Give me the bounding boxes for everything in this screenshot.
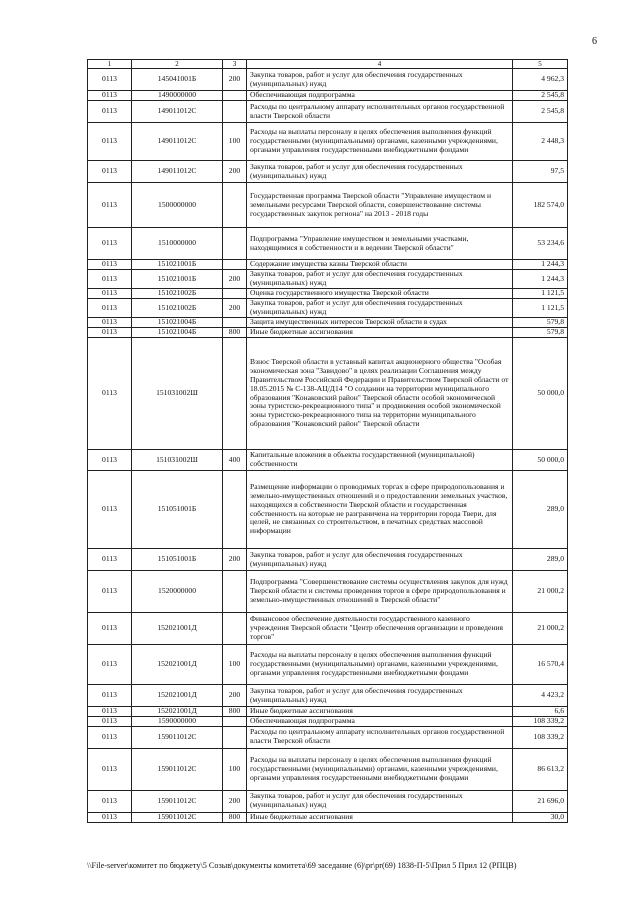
amount-cell: 1 121,5	[513, 289, 568, 299]
amount-cell: 2 545,8	[513, 101, 568, 123]
table-row	[88, 270, 568, 289]
target-article-cell: 151051001Б	[132, 471, 223, 549]
expense-type-cell: 100	[223, 645, 247, 685]
target-article-cell: 159011012С	[132, 726, 223, 748]
section-code-cell: 0113	[88, 328, 132, 338]
expense-type-cell	[223, 289, 247, 299]
description-cell: Оценка государственного имущества Тверской области	[247, 289, 513, 299]
table-row	[88, 123, 568, 161]
section-code-cell: 0113	[88, 228, 132, 260]
target-article-cell: 1500000000	[132, 183, 223, 228]
description-cell: Закупка товаров, работ и услуг для обеспечения государственных (муниципальных) нужд	[247, 270, 513, 289]
section-code-cell: 0113	[88, 123, 132, 161]
target-article-cell: 151021002Б	[132, 289, 223, 299]
section-code-cell: 0113	[88, 716, 132, 726]
section-code-cell: 0113	[88, 726, 132, 748]
expense-type-cell: 200	[223, 161, 247, 183]
table-header-row	[88, 60, 568, 69]
table-row	[88, 812, 568, 822]
section-code-cell: 0113	[88, 318, 132, 328]
target-article-cell: 151051001Б	[132, 549, 223, 571]
table-row	[88, 69, 568, 91]
target-article-cell: 145041001Б	[132, 69, 223, 91]
description-cell: Иные бюджетные ассигнования	[247, 707, 513, 717]
target-article-cell: 151031002Ш	[132, 338, 223, 450]
amount-cell: 53 234,6	[513, 228, 568, 260]
expense-type-cell: 200	[223, 685, 247, 707]
expense-type-cell	[223, 183, 247, 228]
section-code-cell: 0113	[88, 69, 132, 91]
target-article-cell: 152021001Д	[132, 613, 223, 645]
section-code-cell: 0113	[88, 289, 132, 299]
amount-cell: 6,6	[513, 707, 568, 717]
table-row	[88, 726, 568, 748]
header-cell: 4	[247, 60, 513, 69]
table-row	[88, 228, 568, 260]
section-code-cell: 0113	[88, 260, 132, 270]
section-code-cell: 0113	[88, 748, 132, 790]
description-cell: Закупка товаров, работ и услуг для обеспечения государственных (муниципальных) нужд	[247, 790, 513, 812]
expense-type-cell: 800	[223, 707, 247, 717]
expense-type-cell	[223, 716, 247, 726]
table-body	[88, 69, 568, 823]
budget-table	[87, 59, 568, 823]
target-article-cell: 152021001Д	[132, 685, 223, 707]
expense-type-cell	[223, 101, 247, 123]
section-code-cell: 0113	[88, 299, 132, 318]
amount-cell: 30,0	[513, 812, 568, 822]
description-cell: Капитальные вложения в объекты государственной (муниципальной) собственности	[247, 450, 513, 471]
expense-type-cell	[223, 571, 247, 613]
header-cell: 2	[132, 60, 223, 69]
table-row	[88, 471, 568, 549]
table-row	[88, 328, 568, 338]
target-article-cell: 151031002Ш	[132, 450, 223, 471]
section-code-cell: 0113	[88, 685, 132, 707]
target-article-cell: 159011012С	[132, 748, 223, 790]
description-cell: Расходы по центральному аппарату исполнительных органов государственной власти Тверской области	[247, 726, 513, 748]
amount-cell: 182 574,0	[513, 183, 568, 228]
description-cell: Закупка товаров, работ и услуг для обеспечения государственных (муниципальных) нужд	[247, 299, 513, 318]
section-code-cell: 0113	[88, 161, 132, 183]
amount-cell: 21 696,0	[513, 790, 568, 812]
amount-cell: 289,0	[513, 471, 568, 549]
target-article-cell: 1510000000	[132, 228, 223, 260]
section-code-cell: 0113	[88, 450, 132, 471]
section-code-cell: 0113	[88, 338, 132, 450]
table-row	[88, 748, 568, 790]
target-article-cell: 159011012С	[132, 790, 223, 812]
expense-type-cell: 800	[223, 328, 247, 338]
amount-cell: 1 244,3	[513, 270, 568, 289]
file-path-footer: \\File-server\комитет по бюджету\5 Созыв\документы комитета\69 заседание (6)\pr\pr(69) 1838-П-5\Прил 5 Прил 12 (РПЦВ)	[87, 861, 517, 870]
expense-type-cell	[223, 91, 247, 101]
target-article-cell: 151021004Б	[132, 328, 223, 338]
expense-type-cell	[223, 260, 247, 270]
amount-cell: 579,8	[513, 328, 568, 338]
section-code-cell: 0113	[88, 101, 132, 123]
expense-type-cell	[223, 471, 247, 549]
section-code-cell: 0113	[88, 91, 132, 101]
target-article-cell: 152021001Д	[132, 645, 223, 685]
amount-cell: 2 545,8	[513, 91, 568, 101]
description-cell: Обеспечивающая подпрограмма	[247, 91, 513, 101]
section-code-cell: 0113	[88, 707, 132, 717]
table-row	[88, 549, 568, 571]
amount-cell: 579,8	[513, 318, 568, 328]
expense-type-cell: 200	[223, 270, 247, 289]
expense-type-cell: 800	[223, 812, 247, 822]
table-row	[88, 716, 568, 726]
table-row	[88, 707, 568, 717]
amount-cell: 4 962,3	[513, 69, 568, 91]
section-code-cell: 0113	[88, 613, 132, 645]
section-code-cell: 0113	[88, 471, 132, 549]
description-cell: Защита имущественных интересов Тверской области в судах	[247, 318, 513, 328]
description-cell: Государственная программа Тверской области "Управление имуществом и земельными ресурсами Тверской области, совершенствование системы государственных закупок региона" на 2013 - 2018 годы	[247, 183, 513, 228]
table-row	[88, 161, 568, 183]
expense-type-cell: 100	[223, 123, 247, 161]
description-cell: Расходы на выплаты персоналу в целях обеспечения выполнения функций государственными (муниципальными) органами, казенными учреждениями, органами управления государственными внебюджетными фондами	[247, 748, 513, 790]
expense-type-cell	[223, 338, 247, 450]
section-code-cell: 0113	[88, 183, 132, 228]
table-row	[88, 289, 568, 299]
amount-cell: 16 570,4	[513, 645, 568, 685]
page-number: 6	[592, 36, 597, 47]
expense-type-cell: 400	[223, 450, 247, 471]
table-row	[88, 450, 568, 471]
expense-type-cell	[223, 726, 247, 748]
expense-type-cell	[223, 318, 247, 328]
target-article-cell: 1490000000	[132, 91, 223, 101]
target-article-cell: 151021004Б	[132, 318, 223, 328]
description-cell: Расходы на выплаты персоналу в целях обеспечения выполнения функций государственными (муниципальными) органами, казенными учреждениями, органами управления государственными внебюджетными фондами	[247, 645, 513, 685]
amount-cell: 2 448,3	[513, 123, 568, 161]
target-article-cell: 149011012С	[132, 161, 223, 183]
section-code-cell: 0113	[88, 645, 132, 685]
amount-cell: 1 244,3	[513, 260, 568, 270]
table-row	[88, 571, 568, 613]
target-article-cell: 1520000000	[132, 571, 223, 613]
table-row	[88, 790, 568, 812]
description-cell: Расходы по центральному аппарату исполнительных органов государственной власти Тверской области	[247, 101, 513, 123]
header-cell: 1	[88, 60, 132, 69]
section-code-cell: 0113	[88, 790, 132, 812]
header-cell: 3	[223, 60, 247, 69]
table-row	[88, 645, 568, 685]
target-article-cell: 149011012С	[132, 123, 223, 161]
description-cell: Взнос Тверской области в уставный капитал акционерного общества "Особая экономическая зона "Завидово" в целях реализации Соглашения между Правительством Российской Федерации и Правительством Тверской области от 18.05.2015 № С-138-АЦ/Д14 "О создании на территории муниципального образования "Конаковский район" Тверской области особой экономической зоны туристско-рекреационного типа" и продвижения особой экономической зоны туристско-рекреационного типа на территории муниципального образования "Конаковский район" Тверской области	[247, 338, 513, 450]
amount-cell: 50 000,0	[513, 450, 568, 471]
header-cell: 5	[513, 60, 568, 69]
description-cell: Закупка товаров, работ и услуг для обеспечения государственных (муниципальных) нужд	[247, 69, 513, 91]
description-cell: Иные бюджетные ассигнования	[247, 328, 513, 338]
expense-type-cell: 200	[223, 69, 247, 91]
table-row	[88, 613, 568, 645]
description-cell: Закупка товаров, работ и услуг для обеспечения государственных (муниципальных) нужд	[247, 161, 513, 183]
amount-cell: 50 000,0	[513, 338, 568, 450]
table-row	[88, 91, 568, 101]
table-row	[88, 685, 568, 707]
table-row	[88, 318, 568, 328]
amount-cell: 1 121,5	[513, 299, 568, 318]
expense-type-cell: 200	[223, 549, 247, 571]
description-cell: Размещение информации о проводимых торгах в сфере природопользования и земельно-имущественных отношений и о предоставлении земельных участков, находящихся в собственности Тверской области и государственная собственность на которые не разграничена на территории города Твери, для целей, не связанных со строительством, в печатных средствах массовой информации	[247, 471, 513, 549]
amount-cell: 108 339,2	[513, 726, 568, 748]
description-cell: Закупка товаров, работ и услуг для обеспечения государственных (муниципальных) нужд	[247, 549, 513, 571]
section-code-cell: 0113	[88, 812, 132, 822]
description-cell: Обеспечивающая подпрограмма	[247, 716, 513, 726]
expense-type-cell	[223, 228, 247, 260]
description-cell: Финансовое обеспечение деятельности государственного казенного учреждения Тверской области "Центр обеспечения организации и проведения торгов"	[247, 613, 513, 645]
expense-type-cell: 200	[223, 790, 247, 812]
target-article-cell: 149011012С	[132, 101, 223, 123]
amount-cell: 21 000,2	[513, 571, 568, 613]
description-cell: Расходы на выплаты персоналу в целях обеспечения выполнения функций государственными (муниципальными) органами, казенными учреждениями, органами управления государственными внебюджетными фондами	[247, 123, 513, 161]
section-code-cell: 0113	[88, 270, 132, 289]
table-row	[88, 338, 568, 450]
description-cell: Закупка товаров, работ и услуг для обеспечения государственных (муниципальных) нужд	[247, 685, 513, 707]
amount-cell: 289,0	[513, 549, 568, 571]
amount-cell: 86 613,2	[513, 748, 568, 790]
target-article-cell: 152021001Д	[132, 707, 223, 717]
amount-cell: 4 423,2	[513, 685, 568, 707]
target-article-cell: 159011012С	[132, 812, 223, 822]
amount-cell: 108 339,2	[513, 716, 568, 726]
section-code-cell: 0113	[88, 571, 132, 613]
target-article-cell: 151021002Б	[132, 299, 223, 318]
expense-type-cell: 100	[223, 748, 247, 790]
table-row	[88, 101, 568, 123]
section-code-cell: 0113	[88, 549, 132, 571]
table-row	[88, 260, 568, 270]
target-article-cell: 151021001Б	[132, 260, 223, 270]
amount-cell: 97,5	[513, 161, 568, 183]
description-cell: Подпрограмма "Управление имуществом и земельными участками, находящимися в собственности и в ведении Тверской области"	[247, 228, 513, 260]
description-cell: Иные бюджетные ассигнования	[247, 812, 513, 822]
target-article-cell: 151021001Б	[132, 270, 223, 289]
expense-type-cell: 200	[223, 299, 247, 318]
target-article-cell: 1590000000	[132, 716, 223, 726]
description-cell: Содержание имущества казны Тверской области	[247, 260, 513, 270]
amount-cell: 21 000,2	[513, 613, 568, 645]
table-row	[88, 299, 568, 318]
description-cell: Подпрограмма "Совершенствование системы осуществления закупок для нужд Тверской области и системы проведения торгов в сфере природопользования и земельно-имущественных отношений в Тверской области"	[247, 571, 513, 613]
table-row	[88, 183, 568, 228]
expense-type-cell	[223, 613, 247, 645]
